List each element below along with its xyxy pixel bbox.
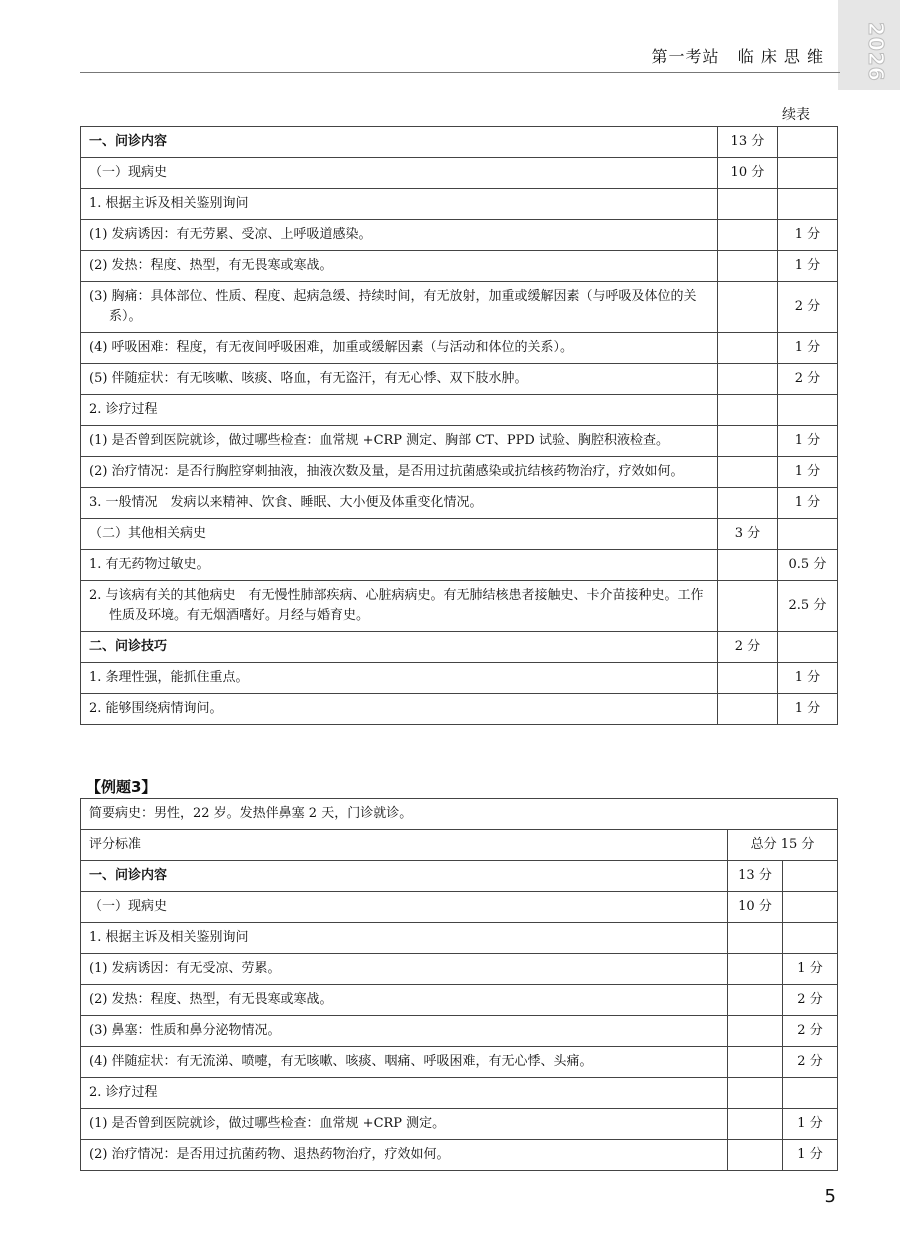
item-score: 1 分 <box>777 426 837 457</box>
item-score <box>777 189 837 220</box>
item-score: 1 分 <box>777 663 837 694</box>
table-row <box>81 488 838 519</box>
item-text: (1) 是否曾到医院就诊，做过哪些检查：血常规 +CRP 测定。 <box>81 1109 728 1140</box>
section-score <box>728 923 783 954</box>
table-row <box>81 426 838 457</box>
table-row <box>81 985 838 1016</box>
section-score <box>717 581 777 632</box>
table-row <box>81 364 838 395</box>
item-text: （二）其他相关病史 <box>81 519 718 550</box>
item-score <box>777 158 837 189</box>
item-score <box>777 632 837 663</box>
item-text: (5) 伴随症状：有无咳嗽、咳痰、咯血，有无盗汗，有无心悸、双下肢水肿。 <box>81 364 718 395</box>
item-score: 1 分 <box>777 220 837 251</box>
table-row <box>81 220 838 251</box>
item-text: (3) 鼻塞：性质和鼻分泌物情况。 <box>81 1016 728 1047</box>
item-score: 2 分 <box>777 282 837 333</box>
item-score: 1 分 <box>777 488 837 519</box>
item-text: (2) 治疗情况：是否行胸腔穿刺抽液，抽液次数及量，是否用过抗菌感染或抗结核药物治疗，疗效如何。 <box>81 457 718 488</box>
section-score <box>728 1016 783 1047</box>
section-score <box>728 985 783 1016</box>
table-row <box>81 923 838 954</box>
item-text: (2) 治疗情况：是否用过抗菌药物、退热药物治疗，疗效如何。 <box>81 1140 728 1171</box>
table-row <box>81 663 838 694</box>
table-row <box>81 457 838 488</box>
table-row <box>81 954 838 985</box>
table-row <box>81 1140 838 1171</box>
item-text: 二、问诊技巧 <box>81 632 718 663</box>
table-row <box>81 632 838 663</box>
item-score <box>783 923 838 954</box>
item-text: 2. 诊疗过程 <box>81 1078 728 1109</box>
header-station: 第一考站 <box>651 47 720 66</box>
side-tab <box>838 0 900 90</box>
table-row <box>81 694 838 725</box>
item-text: 2. 与该病有关的其他病史 有无慢性肺部疾病、心脏病病史。有无肺结核患者接触史、卡介苗接种史。工作性质及环境。有无烟酒嗜好。月经与婚育史。 <box>81 581 718 632</box>
table-row <box>81 189 838 220</box>
item-text: (4) 呼吸困难：程度，有无夜间呼吸困难，加重或缓解因素（与活动和体位的关系）。 <box>81 333 718 364</box>
section-score <box>717 220 777 251</box>
table-caption: 续表 <box>782 107 810 123</box>
section-score <box>717 488 777 519</box>
section-score: 2 分 <box>717 632 777 663</box>
item-text: 3. 一般情况 发病以来精神、饮食、睡眠、大小便及体重变化情况。 <box>81 488 718 519</box>
table-row <box>81 861 838 892</box>
item-score <box>783 1078 838 1109</box>
section-score: 3 分 <box>717 519 777 550</box>
side-year: 2026 <box>864 22 888 82</box>
section-score <box>728 954 783 985</box>
section-score <box>728 1078 783 1109</box>
header-rule <box>80 72 840 73</box>
table-row <box>81 581 838 632</box>
item-text: （一）现病史 <box>81 892 728 923</box>
section-score: 10 分 <box>717 158 777 189</box>
item-text: （一）现病史 <box>81 158 718 189</box>
item-score: 0.5 分 <box>777 550 837 581</box>
running-header <box>651 44 824 67</box>
table-row <box>81 251 838 282</box>
item-score <box>783 892 838 923</box>
item-score: 1 分 <box>777 457 837 488</box>
section-score <box>717 457 777 488</box>
table-row <box>81 1078 838 1109</box>
header-title: 临 床 思 维 <box>737 47 824 66</box>
total-score: 总分 15 分 <box>728 830 838 861</box>
item-score: 1 分 <box>783 1140 838 1171</box>
section-score: 13 分 <box>717 127 777 158</box>
example3-scoring-table <box>80 798 838 1171</box>
section-score <box>717 550 777 581</box>
section-score <box>717 251 777 282</box>
item-score: 1 分 <box>777 694 837 725</box>
section-score <box>717 395 777 426</box>
item-score: 1 分 <box>783 1109 838 1140</box>
item-score: 2.5 分 <box>777 581 837 632</box>
table-row <box>81 550 838 581</box>
table-row <box>81 158 838 189</box>
item-text: (4) 伴随症状：有无流涕、喷嚏，有无咳嗽、咳痰、咽痛、呼吸困难，有无心悸、头痛。 <box>81 1047 728 1078</box>
page-number: 5 <box>824 1186 836 1207</box>
section-score <box>717 426 777 457</box>
section-score <box>717 663 777 694</box>
item-text: (2) 发热：程度、热型，有无畏寒或寒战。 <box>81 985 728 1016</box>
section-score <box>717 364 777 395</box>
table-row <box>81 892 838 923</box>
example-title: 【例题3】 <box>86 778 157 796</box>
criteria-header-row <box>81 830 838 861</box>
table-row <box>81 282 838 333</box>
item-score <box>777 127 837 158</box>
table-row <box>81 395 838 426</box>
item-score: 1 分 <box>777 333 837 364</box>
table-row <box>81 127 838 158</box>
section-score <box>717 333 777 364</box>
section-score <box>728 1047 783 1078</box>
section-score: 13 分 <box>728 861 783 892</box>
item-score: 2 分 <box>783 985 838 1016</box>
table-row <box>81 333 838 364</box>
table-row <box>81 1109 838 1140</box>
section-score <box>728 1109 783 1140</box>
item-text: (2) 发热：程度、热型，有无畏寒或寒战。 <box>81 251 718 282</box>
item-text: 2. 能够围绕病情询问。 <box>81 694 718 725</box>
item-score: 2 分 <box>783 1016 838 1047</box>
item-score <box>783 861 838 892</box>
section-score <box>717 282 777 333</box>
item-text: 1. 条理性强，能抓住重点。 <box>81 663 718 694</box>
item-score: 2 分 <box>783 1047 838 1078</box>
item-text: (3) 胸痛：具体部位、性质、程度、起病急缓、持续时间，有无放射，加重或缓解因素（与呼吸及体位的关系）。 <box>81 282 718 333</box>
scoring-table-continued <box>80 126 838 725</box>
brief-history: 简要病史：男性，22 岁。发热伴鼻塞 2 天，门诊就诊。 <box>81 799 838 830</box>
section-score <box>717 189 777 220</box>
item-text: (1) 发病诱因：有无受凉、劳累。 <box>81 954 728 985</box>
item-text: 1. 有无药物过敏史。 <box>81 550 718 581</box>
section-score <box>728 1140 783 1171</box>
item-score <box>777 519 837 550</box>
item-text: 一、问诊内容 <box>81 127 718 158</box>
table-row <box>81 519 838 550</box>
item-text: 一、问诊内容 <box>81 861 728 892</box>
item-score <box>777 395 837 426</box>
item-text: (1) 是否曾到医院就诊，做过哪些检查：血常规 +CRP 测定、胸部 CT、PPD 试验、胸腔积液检查。 <box>81 426 718 457</box>
item-score: 2 分 <box>777 364 837 395</box>
item-text: 1. 根据主诉及相关鉴别询问 <box>81 923 728 954</box>
item-score: 1 分 <box>777 251 837 282</box>
criteria-label: 评分标准 <box>81 830 728 861</box>
section-score <box>717 694 777 725</box>
table-row <box>81 1047 838 1078</box>
brief-history-row <box>81 799 838 830</box>
item-text: 1. 根据主诉及相关鉴别询问 <box>81 189 718 220</box>
item-text: (1) 发病诱因：有无劳累、受凉、上呼吸道感染。 <box>81 220 718 251</box>
table-row <box>81 1016 838 1047</box>
section-score: 10 分 <box>728 892 783 923</box>
item-text: 2. 诊疗过程 <box>81 395 718 426</box>
item-score: 1 分 <box>783 954 838 985</box>
